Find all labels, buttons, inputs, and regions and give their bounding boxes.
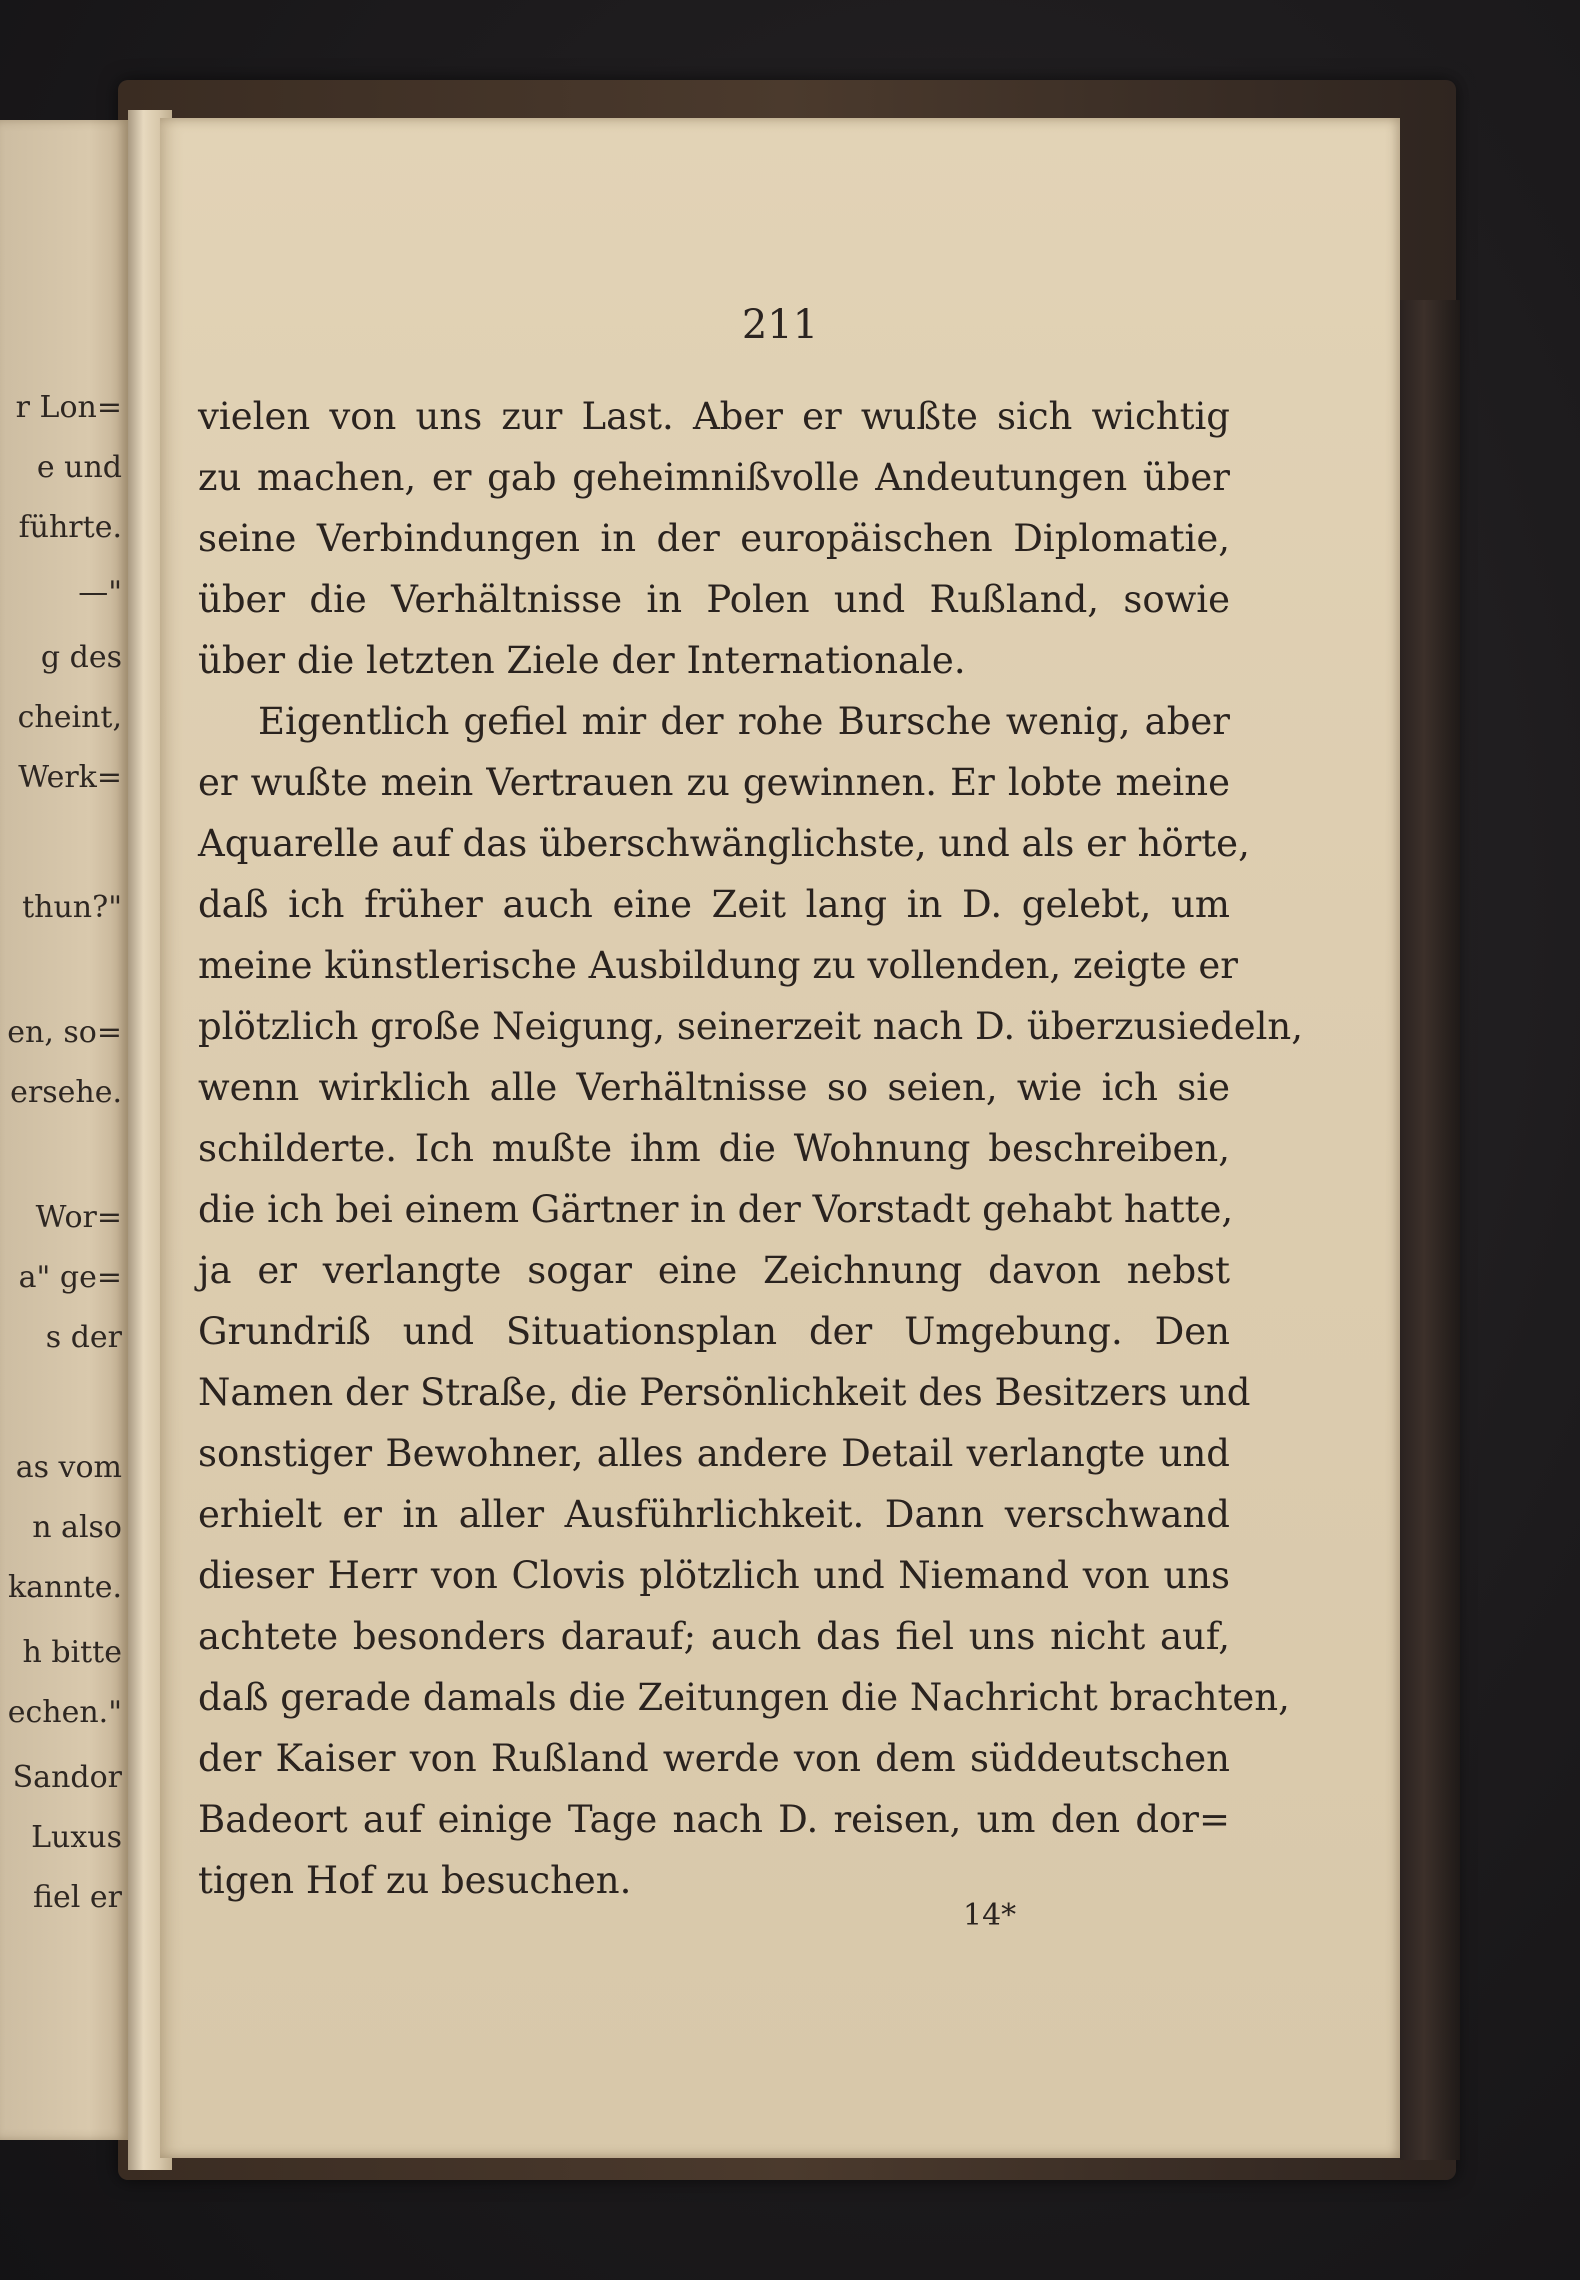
left-page-fragment: cheint, [17, 700, 122, 735]
book-page [160, 118, 1400, 2158]
left-page-fragment: —" [78, 575, 122, 610]
text-line: plötzlich große Neigung, seinerzeit nach D. überzusiedeln, [198, 1005, 1304, 1048]
text-line: er wußte mein Vertrauen zu gewinnen. Er lobte meine [198, 761, 1230, 804]
text-line: tigen Hof zu besuchen. [198, 1859, 632, 1902]
text-line: achtete besonders darauf; auch das fiel uns nicht auf, [198, 1615, 1230, 1658]
text-line: die ich bei einem Gärtner in der Vorstadt gehabt hatte, [198, 1188, 1234, 1231]
left-page-fragment: führte. [18, 510, 122, 545]
left-page-fragment: h bitte [22, 1635, 122, 1670]
page-number: 211 [741, 302, 819, 348]
text-line: Namen der Straße, die Persönlichkeit des Besitzers und [198, 1371, 1251, 1414]
text-line: Grundriß und Situationsplan der Umgebung. Den [198, 1310, 1230, 1353]
text-line: Aquarelle auf das überschwänglichste, und als er hörte, [198, 822, 1250, 865]
left-page-fragment: kannte. [7, 1570, 122, 1605]
left-page-fragment: thun?" [22, 890, 122, 925]
body-text [198, 386, 1304, 1911]
left-page-fragment: ersehe. [10, 1075, 122, 1110]
left-page-fragment: a" ge= [18, 1260, 122, 1295]
signature-mark: 14* [963, 1898, 1017, 1933]
left-page-fragment: Sandor [12, 1760, 122, 1795]
text-line: schilderte. Ich mußte ihm die Wohnung beschreiben, [198, 1127, 1230, 1170]
left-page-fragment: echen." [7, 1695, 122, 1730]
text-line: daß ich früher auch eine Zeit lang in D. gelebt, um [198, 883, 1230, 926]
text-line: Badeort auf einige Tage nach D. reisen, um den dor= [198, 1798, 1230, 1841]
left-page-fragment: Werk= [18, 760, 122, 795]
left-page-fragment: s der [45, 1320, 122, 1355]
text-line: sonstiger Bewohner, alles andere Detail verlangte und [198, 1432, 1230, 1475]
text-line: der Kaiser von Rußland werde von dem süddeutschen [198, 1737, 1230, 1780]
text-line: vielen von uns zur Last. Aber er wußte sich wichtig [198, 395, 1230, 438]
left-page-fragment: as vom [15, 1450, 122, 1485]
left-facing-page [0, 120, 128, 2140]
left-page-fragment: e und [36, 450, 122, 485]
left-page-fragment: Wor= [35, 1200, 122, 1235]
text-line: erhielt er in aller Ausführlichkeit. Dann verschwand [198, 1493, 1230, 1536]
text-line: über die letzten Ziele der Internationale. [198, 639, 966, 682]
text-line: seine Verbindungen in der europäischen Diplomatie, [198, 517, 1230, 560]
text-line: meine künstlerische Ausbildung zu vollenden, zeigte er [198, 944, 1238, 987]
text-line: dieser Herr von Clovis plötzlich und Niemand von uns [198, 1554, 1230, 1597]
text-line: ja er verlangte sogar eine Zeichnung davon nebst [198, 1249, 1230, 1292]
left-page-fragment: n also [32, 1510, 122, 1545]
text-line: Eigentlich gefiel mir der rohe Bursche wenig, aber [258, 700, 1230, 743]
text-line: zu machen, er gab geheimnißvolle Andeutungen über [198, 456, 1230, 499]
left-page-fragment: fiel er [33, 1880, 122, 1915]
text-line: wenn wirklich alle Verhältnisse so seien, wie ich sie [198, 1066, 1230, 1109]
text-line: über die Verhältnisse in Polen und Rußland, sowie [198, 578, 1230, 621]
left-page-fragment: r Lon= [15, 390, 122, 425]
left-page-fragment: Luxus [31, 1820, 122, 1855]
left-page-fragment: g des [40, 640, 122, 675]
left-page-fragment: en, so= [7, 1015, 122, 1050]
text-line: daß gerade damals die Zeitungen die Nachricht brachten, [198, 1676, 1290, 1719]
cover-edge-right [1400, 300, 1460, 2160]
